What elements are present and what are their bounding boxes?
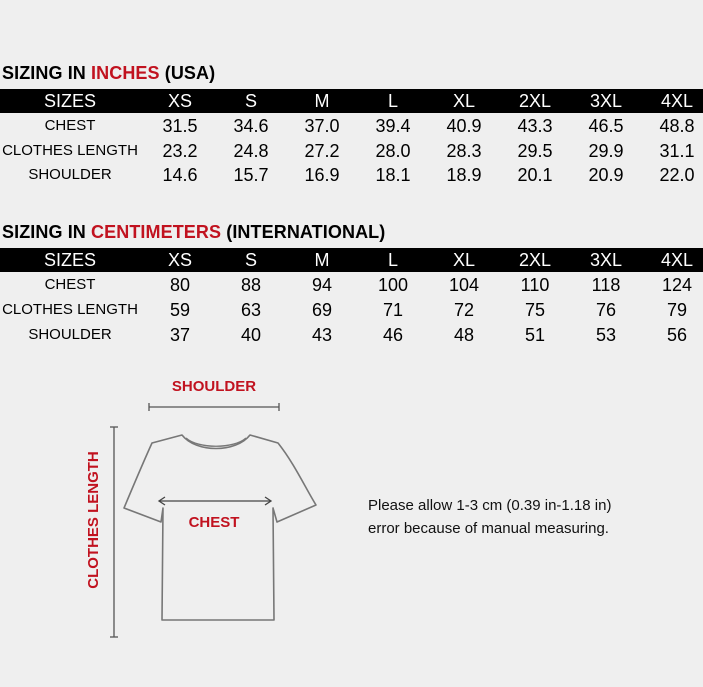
table-cell: 15.7: [233, 165, 269, 185]
header-cell: SIZES: [43, 91, 96, 111]
table-cell: 118: [591, 275, 621, 295]
tshirt-diagram: [0, 357, 360, 687]
header-cell: L: [387, 91, 398, 111]
header-cell: 2XL: [518, 250, 552, 270]
table-cell: 16.9: [304, 165, 340, 185]
table-cell: 100: [377, 275, 409, 295]
table-cell: 31.5: [162, 116, 198, 136]
table-row: [0, 139, 703, 163]
row-label: CHEST: [44, 276, 96, 293]
table-cell: 18.1: [375, 165, 411, 185]
cm-title-highlight: CENTIMETERS: [91, 222, 222, 242]
table-cell: 23.2: [162, 141, 198, 161]
table-cell: 46.5: [588, 116, 624, 136]
table-cell: 20.9: [588, 165, 624, 185]
inches-title-prefix: SIZING IN: [2, 63, 92, 83]
table-cell: 27.2: [304, 141, 340, 161]
table-cell: 72: [453, 300, 475, 320]
table-row: [0, 163, 703, 187]
table-cell: 28.0: [375, 141, 411, 161]
table-cell: 80: [169, 275, 191, 295]
header-cell: 4XL: [660, 91, 694, 111]
table-cell: 37.0: [304, 116, 340, 136]
table-cell: 37: [169, 325, 191, 345]
row-label: SHOULDER: [28, 326, 112, 343]
table-cell: 110: [520, 275, 550, 295]
header-cell: 3XL: [589, 91, 623, 111]
table-cell: 59: [169, 300, 191, 320]
table-cell: 124: [661, 275, 693, 295]
table-cell: 104: [448, 275, 480, 295]
table-row: [0, 273, 703, 297]
table-cell: 31.1: [659, 141, 695, 161]
table-cell: 20.1: [517, 165, 553, 185]
chest-label: CHEST: [188, 514, 240, 531]
table-cell: 34.6: [233, 116, 269, 136]
note-line-2: error because of manual measuring.: [368, 520, 609, 537]
inches-table-title: [2, 63, 215, 84]
table-cell: 46: [382, 325, 404, 345]
row-label: CHEST: [44, 117, 96, 134]
inches-header-row: [0, 89, 703, 113]
table-cell: 53: [595, 325, 617, 345]
header-cell: XS: [167, 91, 192, 111]
row-label: CLOTHES LENGTH: [2, 301, 138, 318]
header-cell: SIZES: [43, 250, 96, 270]
table-cell: 29.5: [517, 141, 553, 161]
header-cell: S: [244, 91, 257, 111]
table-row: [0, 298, 703, 322]
table-cell: 29.9: [588, 141, 624, 161]
cm-title-prefix: SIZING IN: [2, 222, 92, 242]
table-cell: 14.6: [162, 165, 198, 185]
table-cell: 40.9: [446, 116, 482, 136]
header-cell: XS: [167, 250, 192, 270]
table-row: [0, 323, 703, 347]
table-cell: 63: [240, 300, 262, 320]
table-cell: 71: [382, 300, 404, 320]
table-cell: 43.3: [517, 116, 553, 136]
clothes-length-label: CLOTHES LENGTH: [85, 451, 102, 589]
row-label: CLOTHES LENGTH: [2, 142, 138, 159]
row-label: SHOULDER: [28, 166, 112, 183]
header-cell: M: [314, 91, 330, 111]
chest-measure-arrow: [159, 497, 271, 505]
table-cell: 43: [311, 325, 333, 345]
header-cell: 4XL: [660, 250, 694, 270]
shoulder-measure-line: [149, 403, 279, 411]
header-cell: XL: [452, 250, 476, 270]
table-cell: 51: [524, 325, 546, 345]
header-cell: L: [387, 250, 398, 270]
header-cell: 2XL: [518, 91, 552, 111]
header-cell: XL: [452, 91, 476, 111]
table-cell: 88: [240, 275, 262, 295]
table-cell: 22.0: [659, 165, 695, 185]
header-cell: S: [244, 250, 257, 270]
table-cell: 24.8: [233, 141, 269, 161]
table-cell: 40: [240, 325, 262, 345]
table-cell: 79: [666, 300, 688, 320]
table-cell: 94: [311, 275, 333, 295]
table-cell: 56: [666, 325, 688, 345]
table-cell: 69: [311, 300, 333, 320]
table-cell: 39.4: [375, 116, 411, 136]
cm-title-suffix: (INTERNATIONAL): [221, 222, 386, 242]
note-line-1: Please allow 1-3 cm (0.39 in-1.18 in): [368, 497, 612, 514]
table-cell: 48: [453, 325, 475, 345]
table-cell: 18.9: [446, 165, 482, 185]
table-cell: 75: [524, 300, 546, 320]
header-cell: M: [314, 250, 330, 270]
table-cell: 76: [595, 300, 617, 320]
measurement-note: [368, 494, 611, 540]
inches-title-suffix: (USA): [159, 63, 216, 83]
inches-title-highlight: INCHES: [91, 63, 160, 83]
table-cell: 48.8: [659, 116, 695, 136]
shoulder-label: SHOULDER: [171, 378, 257, 395]
table-cell: 28.3: [446, 141, 482, 161]
cm-header-row: [0, 248, 703, 272]
table-row: [0, 114, 703, 138]
cm-table-title: [2, 222, 385, 243]
header-cell: 3XL: [589, 250, 623, 270]
length-measure-line: [110, 427, 118, 637]
